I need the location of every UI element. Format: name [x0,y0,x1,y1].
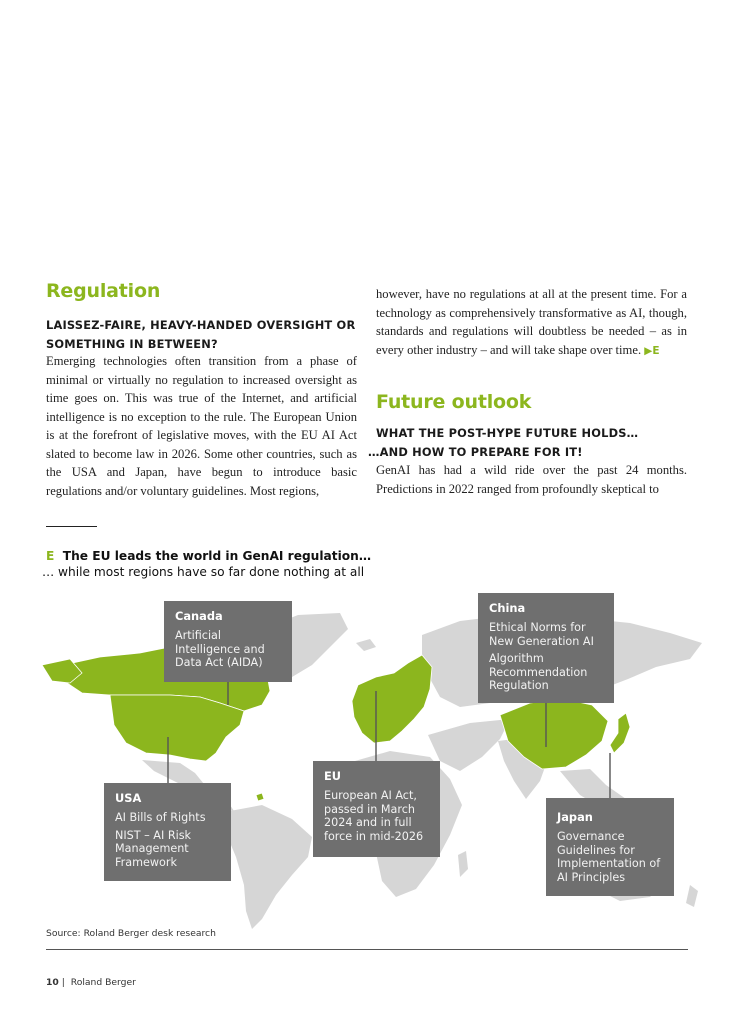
usa-shape [110,695,244,761]
japan-shape [610,713,630,753]
iceland-shape [356,639,376,651]
regulation-subheading [46,316,366,354]
eu-shape [352,655,432,743]
outlook-subheading-line-2: …AND HOW TO PREPARE FOR IT! [368,445,583,459]
callout-eu-line-1: European AI Act, passed in March 2024 and in full force in mid-2026 [324,789,424,843]
madagascar-shape [458,851,468,877]
figure-subtitle: … while most regions have so far done nothing at all [42,565,365,579]
callout-china-title: China [489,601,526,615]
callout-japan-line-1: Governance Guidelines for Implementation of AI Principles [557,830,661,884]
regulation-subheading-line-1: LAISSEZ-FAIRE, HEAVY-HANDED OVERSIGHT OR [46,318,356,332]
callout-usa-title: USA [115,791,142,805]
callout-usa-line-1: AI Bills of Rights [115,811,206,824]
callout-canada-line-1: Artificial Intelligence and Data Act (AIDA) [175,629,265,669]
regulation-continued-text: however, have no regulations at all at the present time. For a technology as comprehensively transformative as AI, though, standards and regulations will doubtless be needed – as in every other industry – and will take shape over time. [376,287,687,357]
figure-divider [46,526,97,527]
callout-china-line-1: Ethical Norms for New Generation AI [489,621,594,648]
outlook-heading: Future outlook [376,391,532,413]
callout-eu-title: EU [324,769,342,783]
outlook-subheading [368,424,696,462]
callout-china [478,593,614,703]
footer-separator: | [61,977,65,988]
regulation-subheading-line-2: SOMETHING IN BETWEEN? [46,337,218,351]
middle-east-shape [428,719,510,771]
figure-title: The EU leads the world in GenAI regulation… [62,549,372,563]
regulation-body-continued [376,285,687,360]
outlook-subheading-line-1: WHAT THE POST-HYPE FUTURE HOLDS… [376,426,639,440]
regulation-heading: Regulation [46,280,161,302]
callout-usa [104,783,231,881]
new-zealand-shape [686,885,698,907]
page-number: 10 [46,977,59,988]
callout-usa-line-2: NIST – AI Risk Management Framework [115,828,192,869]
callout-canada [164,601,292,682]
outlook-body: GenAI has had a wild ride over the past 24 months. Predictions in 2022 ranged from profoundly skeptical to [376,463,687,496]
figure-letter: E [46,549,55,563]
callout-canada-title: Canada [175,609,223,623]
figure-source: Source: Roland Berger desk research [46,928,216,939]
callout-japan [546,798,674,896]
figure-caption [46,547,371,565]
page-footer [46,977,136,988]
regulation-body: Emerging technologies often transition from a phase of minimal or virtually no regulation to increased oversight as time goes on. This was true of the Internet, and artificial intelligence is no exception to the rule. The European Union is at the forefront of legislative moves, with the EU AI Act slated to become law in 2026. Some other countries, such as the USA and Japan, have begun to introduce basic regulations and/or voluntary guidelines. Most regions, [46,354,357,498]
callout-japan-title: Japan [557,810,593,824]
callout-eu [313,761,440,857]
footer-brand: Roland Berger [70,977,136,988]
caribbean-shape [256,793,264,801]
south-america-shape [226,805,312,929]
footer-rule [46,949,688,950]
callout-china-line-2: Algorithm Recommendation Regulation [489,652,588,692]
figure-reference-link[interactable]: ▶E [644,344,660,357]
